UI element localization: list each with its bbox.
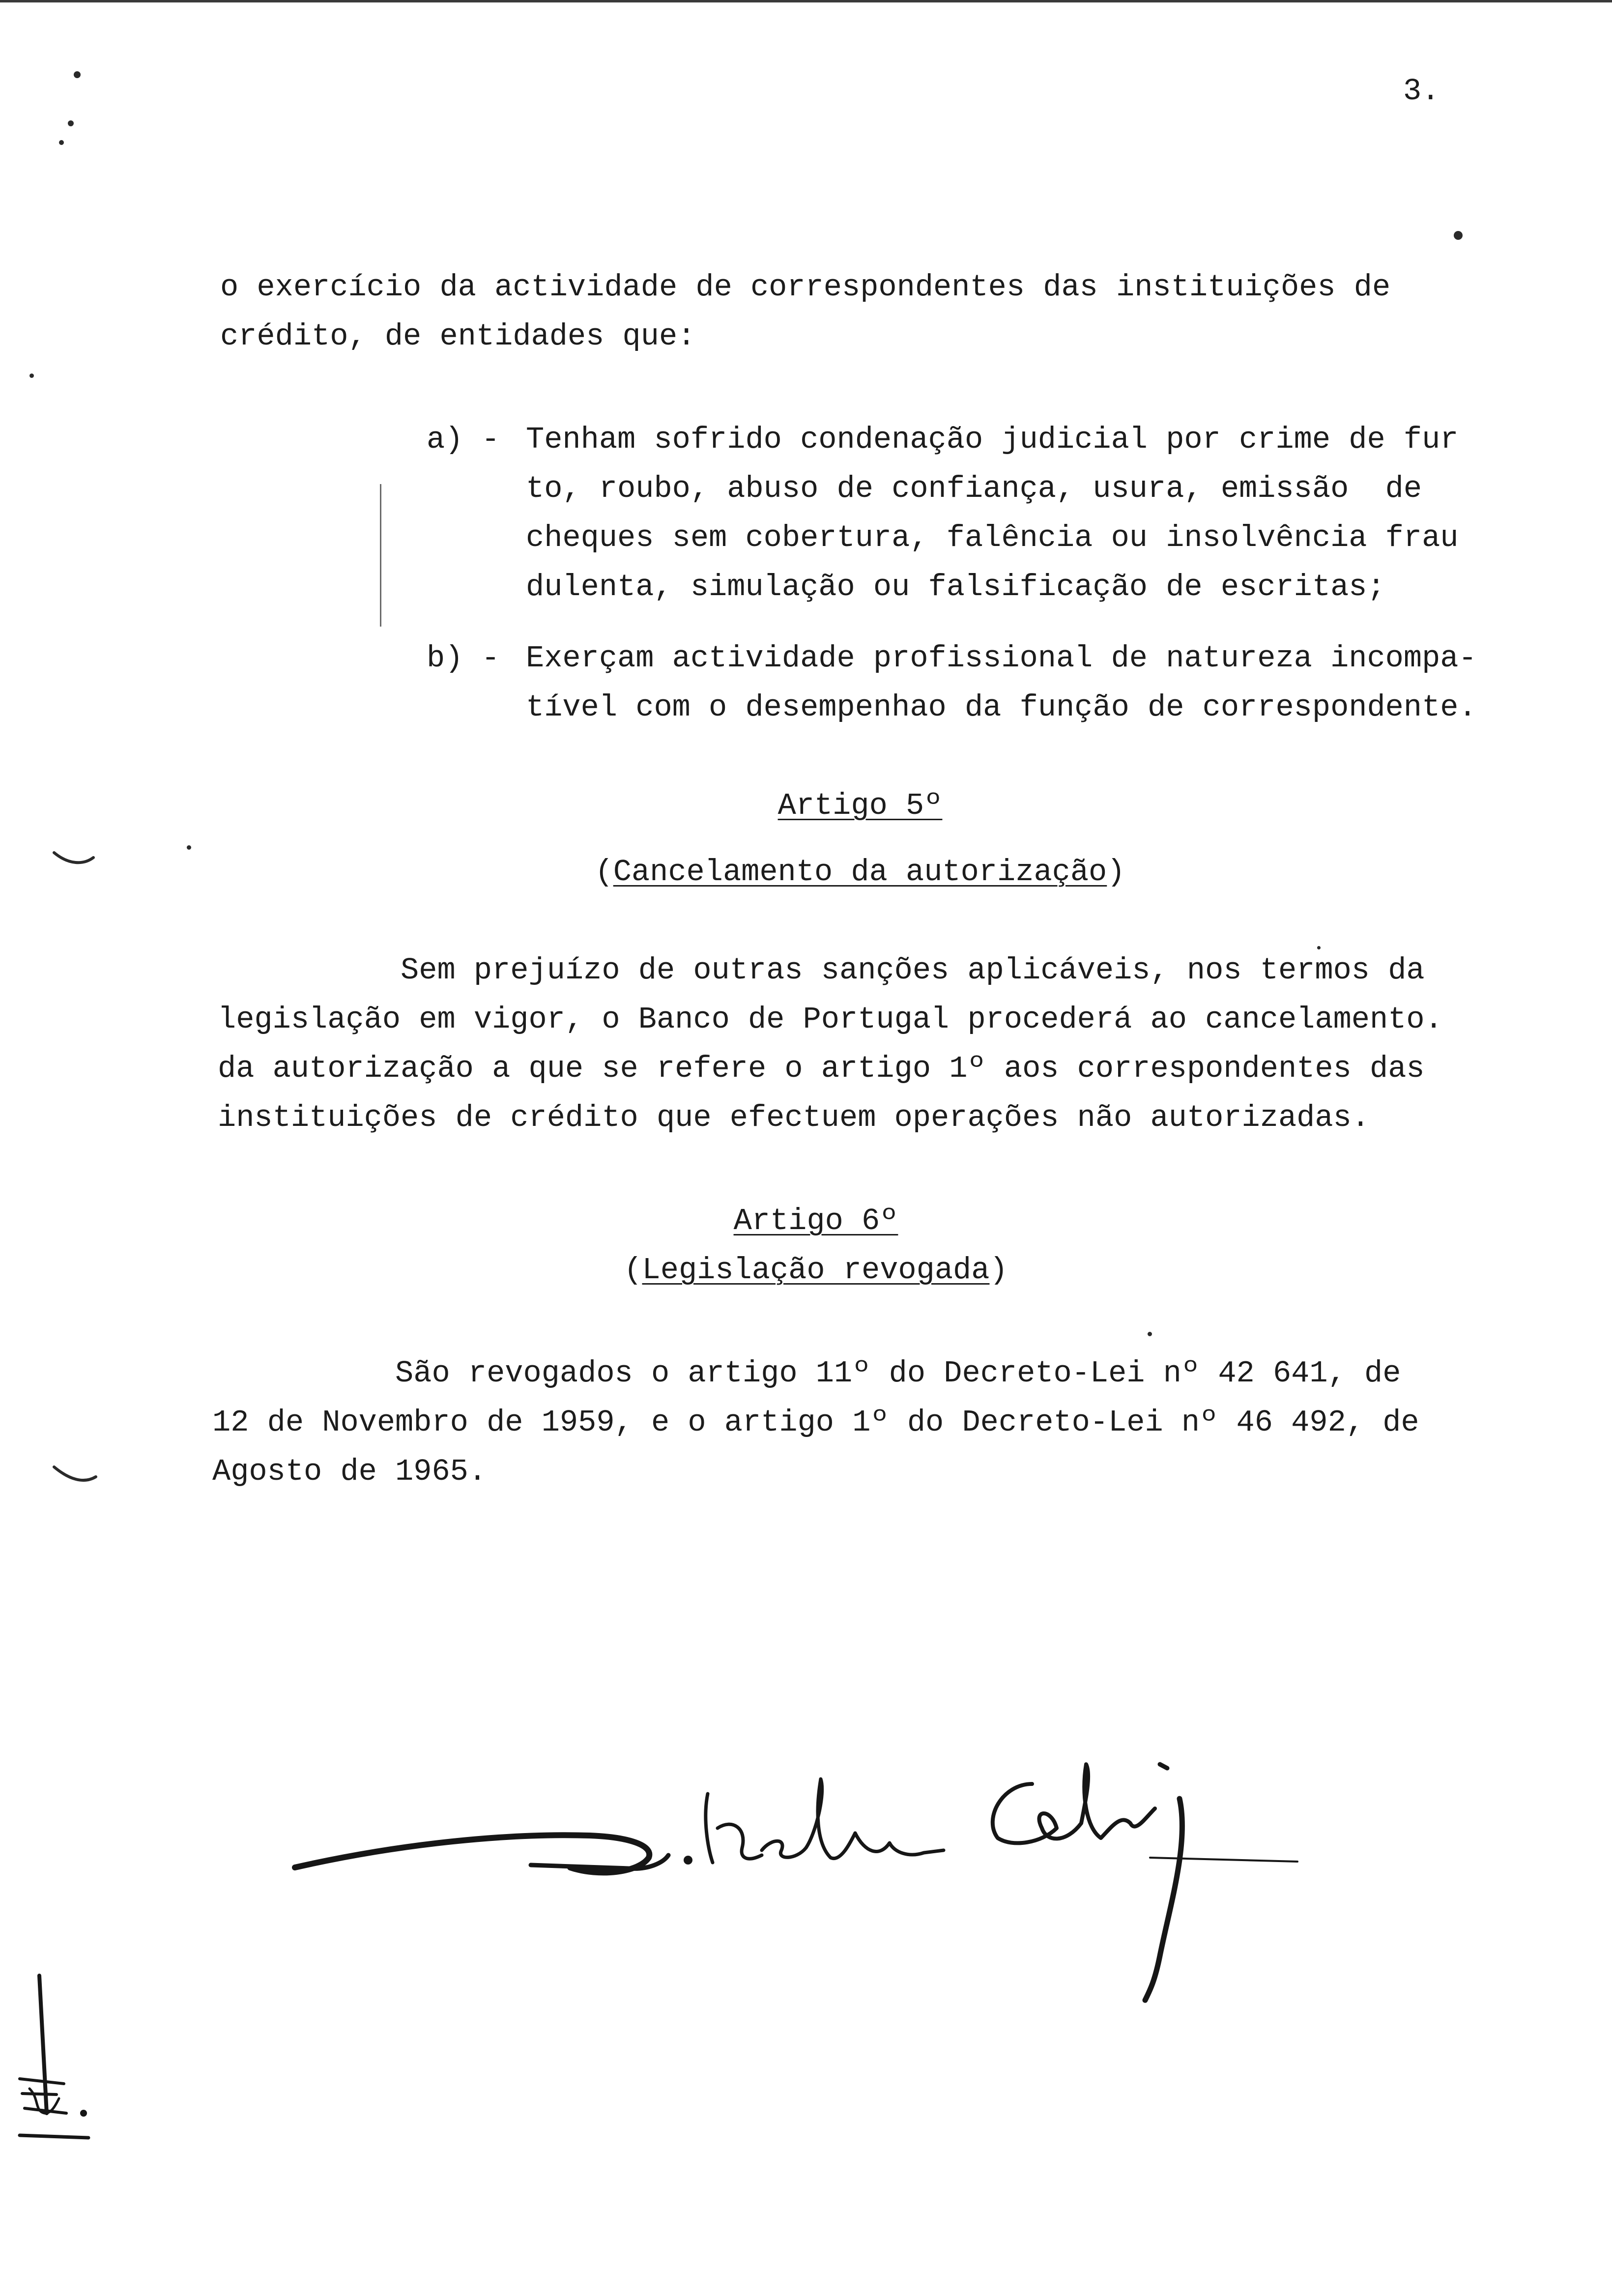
scan-speck: [1148, 1332, 1152, 1336]
article-6-title: [0, 1202, 1612, 1241]
paren-close: ): [1107, 855, 1125, 890]
intro-line: crédito, de entidades que:: [220, 319, 696, 354]
article-6-subtitle: [0, 1251, 1612, 1290]
article-6-line: Agosto de 1965.: [212, 1454, 487, 1489]
paren-close: ): [989, 1253, 1008, 1288]
article-5-body: [218, 946, 1443, 1143]
item-a-line: cheques sem cobertura, falência ou insolvência frau: [526, 520, 1459, 555]
article-5-line: Sem prejuízo de outras sanções aplicáveis, nos termos da: [218, 953, 1425, 988]
article-5-title: [0, 786, 1612, 826]
article-5-subtitle: [0, 853, 1612, 892]
article-6-title-text: Artigo 6º: [733, 1204, 898, 1238]
margin-mark: [380, 484, 381, 627]
scan-speck: [187, 845, 191, 850]
scan-speck: [68, 120, 74, 126]
paren-open: (: [595, 855, 613, 890]
scan-speck: [29, 373, 34, 378]
article-5-line: instituições de crédito que efectuem operações não autorizadas.: [218, 1100, 1370, 1135]
item-b-text: [526, 634, 1477, 732]
intro-line: o exercício da actividade de correspondentes das instituições de: [220, 270, 1391, 305]
article-6-subtitle-text: Legislação revogada: [642, 1253, 990, 1288]
article-5-subtitle-text: Cancelamento da autorização: [613, 855, 1107, 890]
top-border-line: [0, 0, 1612, 2]
scan-speck: [59, 140, 64, 145]
intro-paragraph: [220, 263, 1390, 361]
handwritten-initials: [10, 1966, 98, 2143]
item-a-line: to, roubo, abuso de confiança, usura, emissão de: [526, 471, 1422, 506]
article-6-line: São revogados o artigo 11º do Decreto-Lei nº 42 641, de: [212, 1356, 1401, 1391]
handwritten-signature: [275, 1745, 1337, 2079]
item-b-line: Exerçam actividade profissional de natureza incompa-: [526, 641, 1477, 676]
scan-speck: [1317, 946, 1321, 949]
item-a-line: Tenham sofrido condenação judicial por crime de fur: [526, 422, 1459, 457]
article-5-line: da autorização a que se refere o artigo 1º aos correspondentes das: [218, 1051, 1425, 1086]
article-6-body: [212, 1349, 1419, 1496]
paren-open: (: [624, 1253, 642, 1288]
scan-speck: [1454, 231, 1463, 240]
item-b-line: tível com o desempenhao da função de correspondente.: [526, 690, 1477, 725]
item-a-marker: a) -: [427, 422, 500, 457]
scan-speck: [74, 71, 81, 78]
scan-margin-marks: [49, 835, 108, 1494]
article-5-line: legislação em vigor, o Banco de Portugal procederá ao cancelamento.: [218, 1002, 1443, 1037]
item-a-line: dulenta, simulação ou falsificação de escritas;: [526, 570, 1385, 604]
item-b-marker: b) -: [427, 641, 500, 676]
article-5-title-text: Artigo 5º: [777, 788, 943, 823]
page-number: 3.: [1403, 74, 1440, 109]
item-a-text: [526, 415, 1459, 612]
article-6-line: 12 de Novembro de 1959, e o artigo 1º do Decreto-Lei nº 46 492, de: [212, 1405, 1419, 1440]
